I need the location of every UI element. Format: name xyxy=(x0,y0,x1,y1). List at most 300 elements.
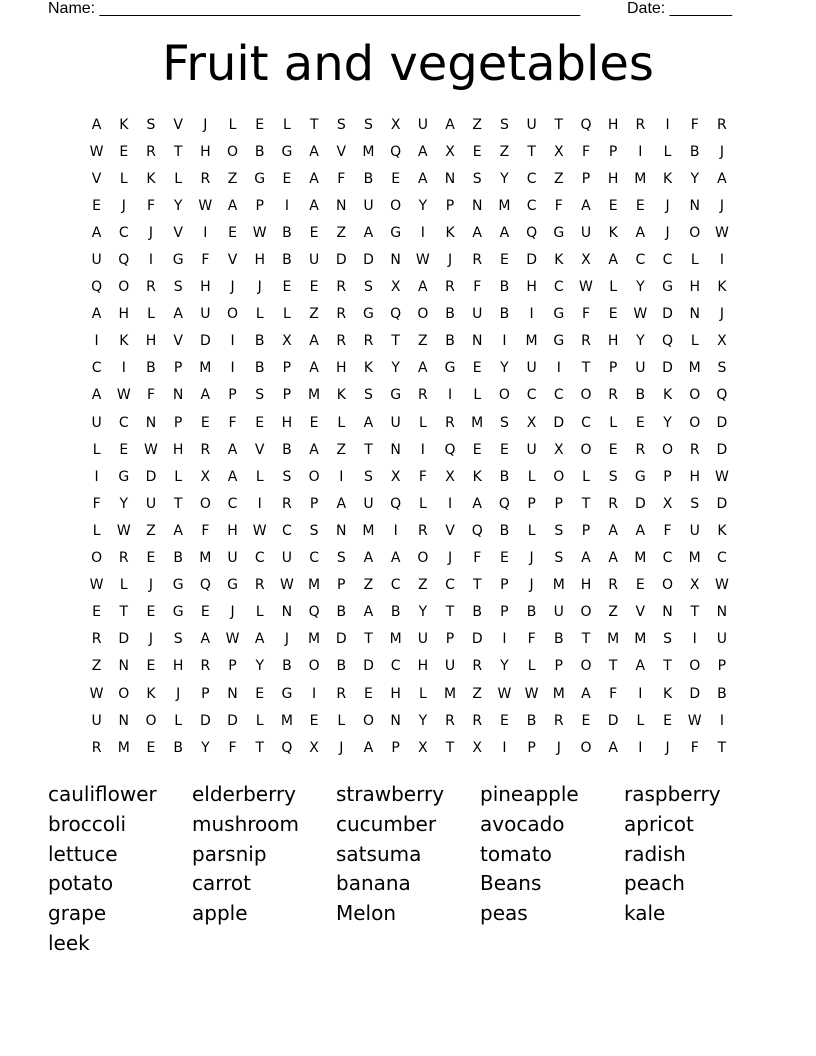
grid-letter: Q xyxy=(91,279,103,296)
grid-letter: J xyxy=(148,577,154,594)
grid-letter: B xyxy=(146,360,156,377)
grid-row xyxy=(83,165,736,192)
grid-letter: L xyxy=(174,468,183,485)
grid-letter: O xyxy=(662,577,674,594)
grid-letter: S xyxy=(690,495,700,512)
grid-letter: R xyxy=(635,116,646,133)
grid-letter: R xyxy=(553,712,564,729)
grid-letter: F xyxy=(228,414,237,431)
word-list-item: Melon xyxy=(336,901,397,926)
grid-letter: K xyxy=(554,252,564,269)
grid-letter: J xyxy=(719,197,724,214)
grid-letter: L xyxy=(473,387,482,404)
grid-letter: G xyxy=(227,577,238,594)
word-list-item: tomato xyxy=(480,841,552,866)
grid-letter: F xyxy=(337,170,346,187)
grid-letter: T xyxy=(581,631,591,648)
grid-letter: V xyxy=(254,441,265,458)
grid-letter: H xyxy=(254,252,265,269)
grid-letter: L xyxy=(337,712,346,729)
grid-letter: J xyxy=(230,279,235,296)
grid-letter: I xyxy=(719,252,724,269)
grid-letter: E xyxy=(255,116,265,133)
grid-letter: P xyxy=(173,414,183,431)
grid-letter: E xyxy=(146,739,156,756)
word-list-item: peas xyxy=(480,901,528,926)
grid-letter: K xyxy=(119,116,129,133)
grid-letter: I xyxy=(502,739,507,756)
grid-letter: W xyxy=(89,685,104,702)
grid-letter: U xyxy=(580,224,592,241)
grid-row xyxy=(83,246,736,273)
grid-letter: T xyxy=(663,658,672,675)
grid-letter: N xyxy=(281,604,293,621)
grid-letter: P xyxy=(391,739,400,756)
grid-letter: I xyxy=(692,631,697,648)
grid-letter: Z xyxy=(227,170,238,187)
grid-letter: W xyxy=(225,631,240,648)
name-field-label: Name: ______________________________________________________ xyxy=(48,0,581,17)
grid-letter: F xyxy=(201,252,210,269)
grid-letter: L xyxy=(418,685,427,702)
grid-letter: P xyxy=(282,360,292,377)
grid-letter: W xyxy=(279,577,294,594)
grid-letter: W xyxy=(144,441,158,458)
grid-letter: E xyxy=(472,360,482,377)
grid-letter: U xyxy=(145,495,157,512)
grid-letter: X xyxy=(717,333,727,350)
grid-letter: R xyxy=(445,414,455,431)
grid-letter: X xyxy=(445,468,455,485)
grid-letter: M xyxy=(552,577,565,594)
grid-letter: D xyxy=(662,360,673,377)
grid-row xyxy=(83,545,736,572)
grid-letter: B xyxy=(689,143,700,160)
grid-letter: Z xyxy=(472,685,483,702)
grid-letter: T xyxy=(608,658,618,675)
grid-letter: A xyxy=(418,279,428,296)
date-field-label: Date: _______ xyxy=(627,0,732,17)
grid-letter: K xyxy=(146,170,156,187)
grid-letter: G xyxy=(662,279,673,296)
grid-letter: J xyxy=(148,224,154,241)
grid-letter: E xyxy=(472,441,482,458)
word-list-item: cauliflower xyxy=(48,782,157,806)
grid-letter: T xyxy=(445,739,455,756)
grid-letter: L xyxy=(255,468,264,485)
grid-letter: R xyxy=(118,550,129,567)
grid-letter: B xyxy=(336,604,347,621)
grid-letter: L xyxy=(690,333,699,350)
grid-letter: D xyxy=(471,631,483,648)
grid-letter: S xyxy=(663,631,672,648)
grid-letter: A xyxy=(309,360,319,377)
grid-letter: G xyxy=(553,306,565,323)
grid-letter: O xyxy=(689,414,701,431)
grid-letter: E xyxy=(309,224,319,241)
grid-letter: N xyxy=(689,306,700,323)
grid-letter: Y xyxy=(201,739,210,756)
grid-letter: S xyxy=(717,360,727,377)
grid-letter: P xyxy=(173,360,183,377)
grid-letter: U xyxy=(308,252,320,269)
grid-letter: J xyxy=(447,252,453,269)
grid-letter: L xyxy=(337,414,346,431)
grid-letter: U xyxy=(526,116,537,133)
grid-letter: J xyxy=(284,631,289,648)
grid-letter: P xyxy=(663,468,672,485)
grid-letter: O xyxy=(580,387,592,404)
grid-letter: G xyxy=(281,143,293,160)
grid-letter: C xyxy=(717,550,727,567)
grid-letter: E xyxy=(581,712,591,729)
grid-letter: F xyxy=(473,279,482,296)
grid-letter: R xyxy=(608,495,619,512)
grid-letter: M xyxy=(199,360,212,377)
grid-letter: V xyxy=(173,116,183,133)
grid-letter: Y xyxy=(255,658,264,675)
grid-letter: E xyxy=(472,143,482,160)
grid-letter: T xyxy=(581,360,591,377)
grid-letter: M xyxy=(308,631,321,648)
grid-letter: W xyxy=(633,306,648,323)
grid-letter: Y xyxy=(418,712,428,729)
grid-letter: B xyxy=(635,387,646,404)
grid-letter: V xyxy=(336,143,347,160)
grid-letter: U xyxy=(553,604,564,621)
grid-letter: I xyxy=(447,387,453,404)
grid-letter: C xyxy=(118,224,129,241)
grid-letter: B xyxy=(173,739,183,756)
grid-letter: I xyxy=(502,333,507,350)
grid-letter: Q xyxy=(390,495,402,512)
grid-letter: J xyxy=(665,197,670,214)
grid-letter: S xyxy=(364,279,373,296)
grid-letter: K xyxy=(662,387,673,404)
grid-letter: A xyxy=(418,170,428,187)
grid-letter: O xyxy=(118,685,130,702)
grid-letter: U xyxy=(363,495,374,512)
grid-row xyxy=(83,490,736,517)
grid-letter: L xyxy=(609,279,618,296)
grid-letter: O xyxy=(580,441,592,458)
grid-letter: L xyxy=(609,414,618,431)
grid-letter: G xyxy=(553,333,565,350)
grid-letter: U xyxy=(91,414,102,431)
grid-letter: E xyxy=(499,252,509,269)
grid-letter: S xyxy=(472,170,482,187)
grid-letter: Q xyxy=(662,333,674,350)
grid-letter: C xyxy=(662,550,673,567)
grid-letter: D xyxy=(227,712,238,729)
grid-letter: E xyxy=(255,414,265,431)
grid-letter: O xyxy=(227,306,239,323)
grid-letter: R xyxy=(581,333,591,350)
grid-letter: A xyxy=(173,522,183,539)
grid-letter: N xyxy=(471,333,483,350)
grid-letter: M xyxy=(634,631,647,648)
grid-letter: A xyxy=(390,550,401,567)
grid-letter: Q xyxy=(716,387,728,404)
grid-letter: L xyxy=(663,143,672,160)
grid-letter: B xyxy=(499,468,510,485)
grid-letter: S xyxy=(255,387,265,404)
grid-letter: H xyxy=(281,414,293,431)
grid-letter: Z xyxy=(418,577,428,594)
grid-letter: I xyxy=(257,495,262,512)
grid-letter: Y xyxy=(690,170,699,187)
grid-letter: P xyxy=(527,495,536,512)
grid-letter: L xyxy=(255,712,264,729)
grid-letter: R xyxy=(689,441,700,458)
grid-letter: W xyxy=(89,577,104,594)
grid-letter: Z xyxy=(336,224,347,241)
grid-letter: S xyxy=(173,631,183,648)
grid-letter: Q xyxy=(498,495,510,512)
grid-letter: L xyxy=(690,252,699,269)
grid-letter: Y xyxy=(119,495,129,512)
word-list-item: raspberry xyxy=(624,782,721,806)
grid-letter: A xyxy=(91,387,102,404)
grid-letter: P xyxy=(445,197,455,214)
grid-letter: B xyxy=(472,604,483,621)
grid-letter: M xyxy=(498,197,511,214)
grid-letter: R xyxy=(717,116,727,133)
grid-letter: P xyxy=(309,495,319,512)
grid-letter: X xyxy=(581,252,591,269)
grid-letter: H xyxy=(526,279,537,296)
grid-letter: B xyxy=(282,224,292,241)
grid-letter: Y xyxy=(500,658,509,675)
grid-letter: Z xyxy=(418,333,428,350)
grid-letter: O xyxy=(417,306,429,323)
grid-letter: U xyxy=(526,360,537,377)
grid-letter: W xyxy=(198,197,213,214)
grid-letter: N xyxy=(118,712,130,729)
grid-letter: U xyxy=(444,658,456,675)
grid-letter: W xyxy=(497,685,512,702)
grid-letter: Q xyxy=(308,604,320,621)
word-list-item: apricot xyxy=(624,811,694,836)
grid-letter: V xyxy=(445,522,455,539)
grid-letter: Q xyxy=(118,252,130,269)
grid-letter: M xyxy=(688,360,701,377)
grid-letter: R xyxy=(200,658,211,675)
grid-letter: I xyxy=(719,712,724,729)
grid-letter: M xyxy=(525,333,538,350)
grid-letter: Z xyxy=(499,143,510,160)
grid-letter: O xyxy=(689,658,701,675)
word-list-item: avocado xyxy=(480,811,565,836)
grid-letter: C xyxy=(445,577,455,594)
grid-letter: E xyxy=(146,658,156,675)
grid-letter: I xyxy=(529,306,534,323)
grid-letter: O xyxy=(308,658,320,675)
grid-letter: B xyxy=(254,333,265,350)
grid-letter: I xyxy=(94,468,99,485)
grid-letter: Q xyxy=(444,441,456,458)
grid-letter: B xyxy=(254,360,265,377)
grid-letter: K xyxy=(608,224,618,241)
grid-letter: G xyxy=(254,170,266,187)
grid-letter: N xyxy=(145,414,157,431)
grid-letter: J xyxy=(121,197,126,214)
grid-letter: M xyxy=(199,550,212,567)
grid-letter: I xyxy=(312,685,317,702)
grid-letter: I xyxy=(447,495,453,512)
grid-letter: Z xyxy=(363,577,374,594)
grid-letter: B xyxy=(499,306,510,323)
grid-letter: Q xyxy=(390,306,402,323)
grid-letter: E xyxy=(255,685,265,702)
grid-letter: A xyxy=(581,685,591,702)
grid-letter: O xyxy=(145,712,157,729)
grid-letter: H xyxy=(580,577,592,594)
grid-letter: D xyxy=(689,685,701,702)
word-list-item: peach xyxy=(624,871,685,896)
grid-row xyxy=(83,382,736,409)
grid-letter: B xyxy=(526,712,537,729)
grid-letter: F xyxy=(146,197,155,214)
grid-letter: S xyxy=(554,522,564,539)
grid-letter: S xyxy=(336,116,346,133)
grid-letter: U xyxy=(200,306,211,323)
grid-letter: O xyxy=(199,495,211,512)
grid-letter: M xyxy=(362,522,375,539)
grid-letter: A xyxy=(581,550,591,567)
grid-letter: O xyxy=(498,387,510,404)
grid-letter: Z xyxy=(91,658,102,675)
grid-letter: Q xyxy=(390,143,402,160)
grid-letter: Y xyxy=(418,604,428,621)
grid-letter: V xyxy=(173,333,183,350)
grid-letter: C xyxy=(91,360,102,377)
grid-letter: A xyxy=(635,658,646,675)
grid-row xyxy=(83,517,736,544)
grid-letter: Z xyxy=(472,116,483,133)
grid-letter: X xyxy=(390,468,401,485)
grid-letter: G xyxy=(172,577,184,594)
grid-letter: W xyxy=(252,224,267,241)
grid-letter: F xyxy=(146,387,155,404)
grid-letter: L xyxy=(527,658,536,675)
grid-letter: K xyxy=(717,279,727,296)
grid-letter: O xyxy=(553,468,565,485)
grid-letter: Y xyxy=(500,170,509,187)
grid-letter: L xyxy=(636,712,645,729)
grid-letter: R xyxy=(635,441,646,458)
grid-letter: N xyxy=(336,522,347,539)
grid-letter: J xyxy=(529,577,534,594)
grid-letter: E xyxy=(92,197,102,214)
grid-letter: L xyxy=(119,170,128,187)
grid-letter: A xyxy=(608,550,618,567)
grid-letter: I xyxy=(203,224,208,241)
grid-letter: S xyxy=(146,116,156,133)
grid-letter: Y xyxy=(173,197,183,214)
grid-letter: H xyxy=(200,143,211,160)
grid-letter: A xyxy=(418,360,428,377)
grid-letter: Q xyxy=(526,224,538,241)
grid-row xyxy=(83,355,736,382)
grid-letter: P xyxy=(554,658,563,675)
grid-letter: D xyxy=(607,712,619,729)
grid-letter: B xyxy=(445,306,455,323)
grid-letter: O xyxy=(662,441,674,458)
grid-letter: W xyxy=(252,522,267,539)
grid-letter: A xyxy=(363,604,374,621)
grid-letter: F xyxy=(690,116,699,133)
grid-letter: O xyxy=(689,224,701,241)
grid-letter: O xyxy=(308,468,320,485)
grid-letter: U xyxy=(417,116,428,133)
grid-letter: O xyxy=(91,550,103,567)
grid-letter: D xyxy=(634,495,646,512)
grid-letter: O xyxy=(417,550,429,567)
grid-letter: S xyxy=(282,468,292,485)
grid-letter: E xyxy=(119,441,129,458)
grid-letter: C xyxy=(254,550,265,567)
grid-letter: R xyxy=(363,333,374,350)
grid-letter: E xyxy=(499,550,509,567)
grid-letter: T xyxy=(309,116,319,133)
grid-letter: X xyxy=(200,468,211,485)
grid-letter: C xyxy=(553,279,564,296)
grid-letter: R xyxy=(146,279,156,296)
grid-letter: X xyxy=(689,577,700,594)
word-list-item: potato xyxy=(48,871,114,896)
grid-letter: M xyxy=(443,685,457,702)
grid-letter: E xyxy=(282,170,292,187)
grid-letter: O xyxy=(390,197,402,214)
grid-letter: A xyxy=(608,739,618,756)
grid-letter: W xyxy=(116,522,131,539)
grid-letter: M xyxy=(362,143,375,160)
grid-row xyxy=(83,274,736,301)
grid-letter: A xyxy=(499,224,510,241)
grid-letter: H xyxy=(689,279,700,296)
grid-letter: C xyxy=(390,577,401,594)
grid-letter: U xyxy=(716,631,728,648)
grid-letter: F xyxy=(609,685,618,702)
grid-letter: U xyxy=(526,441,537,458)
grid-letter: P xyxy=(608,360,618,377)
grid-letter: R xyxy=(417,387,428,404)
grid-letter: J xyxy=(719,306,724,323)
word-list-item: parsnip xyxy=(192,841,267,866)
grid-letter: A xyxy=(309,441,319,458)
grid-letter: W xyxy=(687,712,702,729)
grid-letter: D xyxy=(363,252,374,269)
grid-letter: H xyxy=(227,522,238,539)
grid-letter: K xyxy=(336,387,346,404)
grid-letter: N xyxy=(471,197,483,214)
grid-letter: W xyxy=(714,468,729,485)
grid-letter: I xyxy=(502,631,507,648)
grid-letter: P xyxy=(445,631,455,648)
grid-letter: H xyxy=(336,360,347,377)
grid-letter: D xyxy=(553,414,565,431)
grid-letter: M xyxy=(280,712,293,729)
grid-letter: A xyxy=(200,631,211,648)
grid-row xyxy=(83,653,736,680)
grid-letter: E xyxy=(635,414,645,431)
grid-letter: K xyxy=(119,333,129,350)
grid-letter: C xyxy=(581,414,591,431)
grid-letter: A xyxy=(635,224,646,241)
grid-letter: K xyxy=(146,685,156,702)
grid-letter: B xyxy=(499,279,510,296)
